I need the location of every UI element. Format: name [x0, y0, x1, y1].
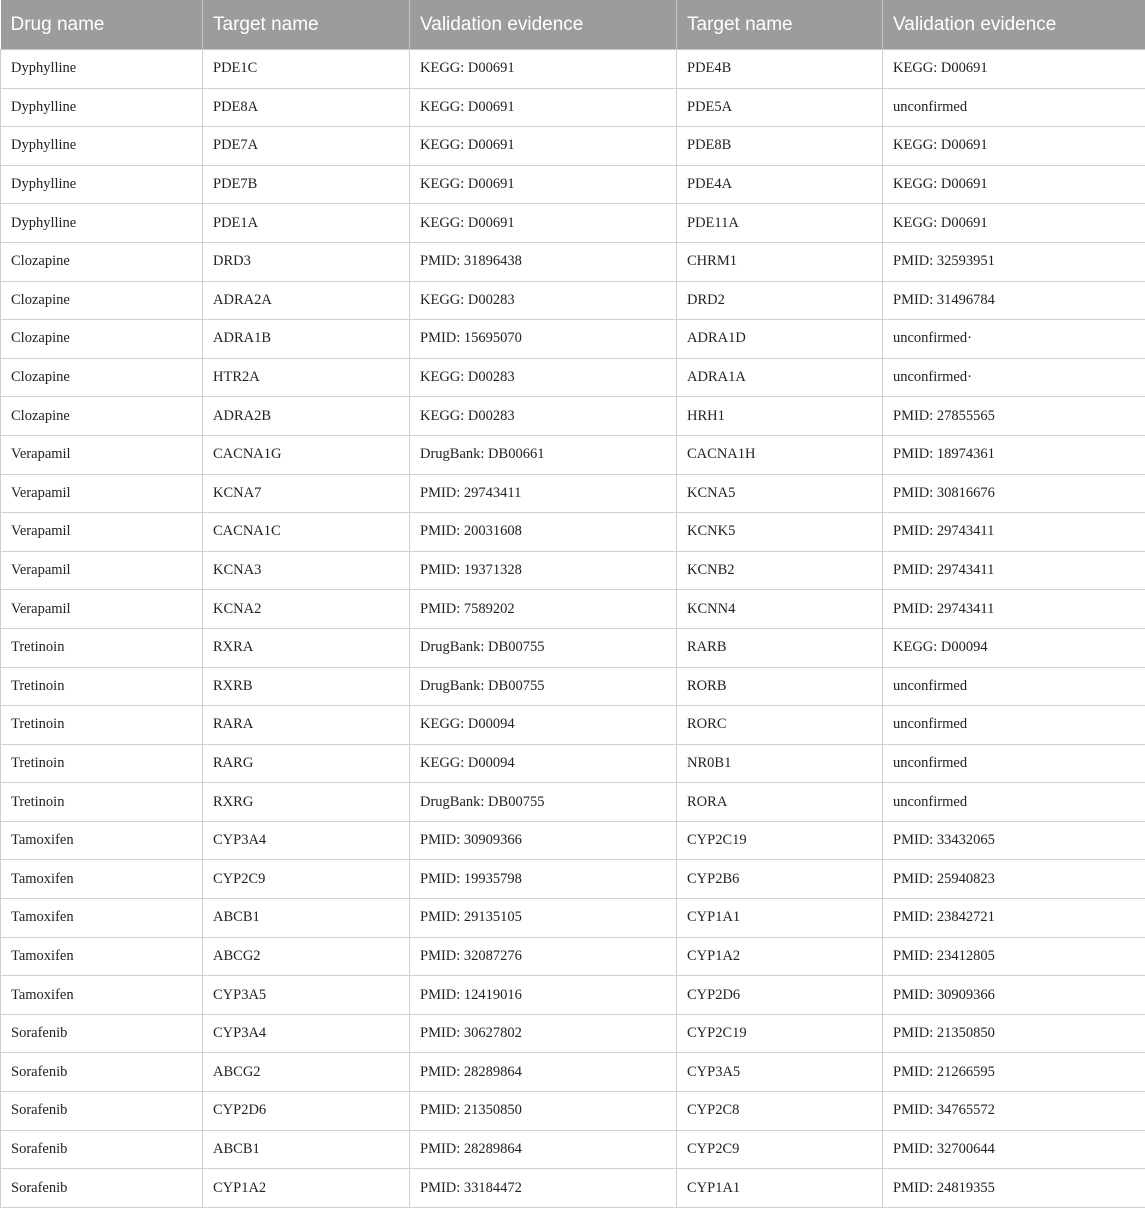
drug-name-cell: Tamoxifen — [1, 821, 203, 860]
validation-evidence-cell: PMID: 28289864 — [410, 1130, 677, 1169]
target-name-cell-2: KCNB2 — [677, 551, 883, 590]
table-body — [1, 50, 1145, 1208]
table-row — [1, 1169, 1145, 1208]
validation-evidence-cell: KEGG: D00283 — [410, 358, 677, 397]
table-row — [1, 899, 1145, 938]
table-row — [1, 937, 1145, 976]
validation-evidence-cell-2: PMID: 32593951 — [883, 242, 1145, 281]
target-name-cell-2: PDE4A — [677, 165, 883, 204]
validation-evidence-cell: PMID: 33184472 — [410, 1169, 677, 1208]
target-name-cell-2: CYP2B6 — [677, 860, 883, 899]
validation-evidence-cell-2: PMID: 29743411 — [883, 590, 1145, 629]
validation-evidence-cell: KEGG: D00691 — [410, 127, 677, 166]
target-name-cell: CACNA1G — [203, 435, 410, 474]
target-name-cell-2: CYP1A2 — [677, 937, 883, 976]
validation-evidence-cell-2: KEGG: D00691 — [883, 127, 1145, 166]
validation-evidence-cell: PMID: 7589202 — [410, 590, 677, 629]
validation-evidence-cell: KEGG: D00691 — [410, 50, 677, 89]
target-name-cell: CYP3A5 — [203, 976, 410, 1015]
table-row — [1, 628, 1145, 667]
target-name-cell: RARA — [203, 706, 410, 745]
target-name-cell: PDE1A — [203, 204, 410, 243]
target-name-cell-2: KCNK5 — [677, 513, 883, 552]
header-target-name: Target name — [203, 0, 410, 50]
target-name-cell-2: RORA — [677, 783, 883, 822]
target-name-cell-2: RARB — [677, 628, 883, 667]
target-name-cell-2: KCNA5 — [677, 474, 883, 513]
target-name-cell: KCNA7 — [203, 474, 410, 513]
target-name-cell-2: CHRM1 — [677, 242, 883, 281]
validation-evidence-cell: DrugBank: DB00755 — [410, 783, 677, 822]
validation-evidence-cell: PMID: 19935798 — [410, 860, 677, 899]
target-name-cell-2: CYP2C19 — [677, 821, 883, 860]
drug-name-cell: Tamoxifen — [1, 976, 203, 1015]
target-name-cell: PDE7B — [203, 165, 410, 204]
target-name-cell-2: CYP3A5 — [677, 1053, 883, 1092]
drug-name-cell: Sorafenib — [1, 1169, 203, 1208]
table-row — [1, 1014, 1145, 1053]
validation-evidence-cell-2: unconfirmed — [883, 706, 1145, 745]
table-header — [1, 0, 1145, 50]
drug-name-cell: Clozapine — [1, 242, 203, 281]
table-row — [1, 551, 1145, 590]
drug-name-cell: Verapamil — [1, 435, 203, 474]
drug-name-cell: Dyphylline — [1, 127, 203, 166]
validation-evidence-cell: DrugBank: DB00661 — [410, 435, 677, 474]
table-row — [1, 242, 1145, 281]
target-name-cell: DRD3 — [203, 242, 410, 281]
validation-evidence-cell-2: unconfirmed· — [883, 320, 1145, 359]
target-name-cell: ABCB1 — [203, 1130, 410, 1169]
validation-evidence-cell: KEGG: D00691 — [410, 88, 677, 127]
target-name-cell-2: ADRA1A — [677, 358, 883, 397]
target-name-cell-2: DRD2 — [677, 281, 883, 320]
drug-name-cell: Sorafenib — [1, 1092, 203, 1131]
validation-evidence-cell: DrugBank: DB00755 — [410, 628, 677, 667]
target-name-cell: CYP2C9 — [203, 860, 410, 899]
target-name-cell: ABCG2 — [203, 1053, 410, 1092]
validation-evidence-cell-2: KEGG: D00691 — [883, 50, 1145, 89]
target-name-cell-2: CYP2C8 — [677, 1092, 883, 1131]
drug-name-cell: Clozapine — [1, 397, 203, 436]
table-row — [1, 1053, 1145, 1092]
target-name-cell: CYP1A2 — [203, 1169, 410, 1208]
target-name-cell: PDE7A — [203, 127, 410, 166]
validation-evidence-cell: PMID: 20031608 — [410, 513, 677, 552]
validation-evidence-cell-2: PMID: 21266595 — [883, 1053, 1145, 1092]
validation-evidence-cell-2: KEGG: D00691 — [883, 204, 1145, 243]
header-validation-evidence: Validation evidence — [410, 0, 677, 50]
target-name-cell: ABCG2 — [203, 937, 410, 976]
drug-name-cell: Dyphylline — [1, 204, 203, 243]
drug-name-cell: Dyphylline — [1, 165, 203, 204]
validation-evidence-cell-2: PMID: 25940823 — [883, 860, 1145, 899]
table-row — [1, 590, 1145, 629]
drug-name-cell: Tretinoin — [1, 706, 203, 745]
validation-evidence-cell-2: PMID: 30909366 — [883, 976, 1145, 1015]
validation-evidence-cell-2: PMID: 33432065 — [883, 821, 1145, 860]
target-name-cell-2: PDE11A — [677, 204, 883, 243]
drug-name-cell: Sorafenib — [1, 1053, 203, 1092]
validation-evidence-cell: KEGG: D00691 — [410, 204, 677, 243]
header-target-name-2: Target name — [677, 0, 883, 50]
table-row — [1, 397, 1145, 436]
target-name-cell: KCNA3 — [203, 551, 410, 590]
validation-evidence-cell-2: KEGG: D00691 — [883, 165, 1145, 204]
drug-name-cell: Verapamil — [1, 551, 203, 590]
drug-name-cell: Tamoxifen — [1, 899, 203, 938]
validation-evidence-cell-2: unconfirmed· — [883, 358, 1145, 397]
table-row — [1, 1092, 1145, 1131]
table-row — [1, 667, 1145, 706]
validation-evidence-cell: KEGG: D00094 — [410, 706, 677, 745]
validation-evidence-cell-2: PMID: 30816676 — [883, 474, 1145, 513]
target-name-cell: RARG — [203, 744, 410, 783]
target-name-cell: RXRG — [203, 783, 410, 822]
target-name-cell-2: CYP1A1 — [677, 1169, 883, 1208]
target-name-cell-2: RORB — [677, 667, 883, 706]
target-name-cell: CACNA1C — [203, 513, 410, 552]
table-row — [1, 281, 1145, 320]
validation-evidence-cell: PMID: 19371328 — [410, 551, 677, 590]
validation-evidence-cell: PMID: 30627802 — [410, 1014, 677, 1053]
table-row — [1, 88, 1145, 127]
target-name-cell-2: NR0B1 — [677, 744, 883, 783]
validation-evidence-cell: KEGG: D00691 — [410, 165, 677, 204]
validation-evidence-cell-2: unconfirmed — [883, 88, 1145, 127]
table-row — [1, 1130, 1145, 1169]
drug-name-cell: Clozapine — [1, 281, 203, 320]
validation-evidence-cell-2: PMID: 18974361 — [883, 435, 1145, 474]
validation-evidence-cell: PMID: 32087276 — [410, 937, 677, 976]
header-validation-evidence-2: Validation evidence — [883, 0, 1145, 50]
target-name-cell-2: PDE4B — [677, 50, 883, 89]
target-name-cell-2: KCNN4 — [677, 590, 883, 629]
drug-name-cell: Sorafenib — [1, 1130, 203, 1169]
drug-name-cell: Tretinoin — [1, 667, 203, 706]
table-row — [1, 783, 1145, 822]
validation-evidence-cell-2: PMID: 24819355 — [883, 1169, 1145, 1208]
drug-name-cell: Verapamil — [1, 474, 203, 513]
drug-name-cell: Tretinoin — [1, 744, 203, 783]
target-name-cell: HTR2A — [203, 358, 410, 397]
target-name-cell: ADRA2B — [203, 397, 410, 436]
target-name-cell: CYP3A4 — [203, 821, 410, 860]
target-name-cell: CYP3A4 — [203, 1014, 410, 1053]
validation-evidence-cell-2: PMID: 29743411 — [883, 513, 1145, 552]
drug-name-cell: Dyphylline — [1, 88, 203, 127]
table-row — [1, 976, 1145, 1015]
validation-evidence-cell: PMID: 31896438 — [410, 242, 677, 281]
validation-evidence-cell: KEGG: D00283 — [410, 281, 677, 320]
table-row — [1, 744, 1145, 783]
table-row — [1, 358, 1145, 397]
validation-evidence-cell-2: PMID: 29743411 — [883, 551, 1145, 590]
validation-evidence-cell-2: PMID: 32700644 — [883, 1130, 1145, 1169]
drug-name-cell: Tretinoin — [1, 628, 203, 667]
validation-evidence-cell-2: KEGG: D00094 — [883, 628, 1145, 667]
drug-name-cell: Clozapine — [1, 358, 203, 397]
table-row — [1, 320, 1145, 359]
drug-name-cell: Clozapine — [1, 320, 203, 359]
target-name-cell-2: CACNA1H — [677, 435, 883, 474]
table-row — [1, 513, 1145, 552]
table-row — [1, 706, 1145, 745]
target-name-cell: PDE8A — [203, 88, 410, 127]
validation-evidence-cell-2: PMID: 31496784 — [883, 281, 1145, 320]
table-row — [1, 127, 1145, 166]
table-row — [1, 821, 1145, 860]
validation-evidence-cell: KEGG: D00094 — [410, 744, 677, 783]
target-name-cell: RXRA — [203, 628, 410, 667]
target-name-cell: ABCB1 — [203, 899, 410, 938]
validation-evidence-cell: DrugBank: DB00755 — [410, 667, 677, 706]
validation-evidence-cell-2: PMID: 23412805 — [883, 937, 1145, 976]
validation-evidence-cell-2: PMID: 34765572 — [883, 1092, 1145, 1131]
target-name-cell: ADRA2A — [203, 281, 410, 320]
table-row — [1, 50, 1145, 89]
target-name-cell-2: PDE5A — [677, 88, 883, 127]
table-row — [1, 165, 1145, 204]
drug-name-cell: Dyphylline — [1, 50, 203, 89]
drug-name-cell: Tamoxifen — [1, 860, 203, 899]
validation-evidence-cell: PMID: 21350850 — [410, 1092, 677, 1131]
validation-evidence-cell-2: unconfirmed — [883, 744, 1145, 783]
validation-evidence-cell-2: PMID: 27855565 — [883, 397, 1145, 436]
validation-evidence-cell: PMID: 29135105 — [410, 899, 677, 938]
drug-name-cell: Verapamil — [1, 590, 203, 629]
validation-evidence-cell-2: PMID: 21350850 — [883, 1014, 1145, 1053]
target-name-cell-2: RORC — [677, 706, 883, 745]
validation-evidence-cell: PMID: 28289864 — [410, 1053, 677, 1092]
validation-evidence-cell: PMID: 29743411 — [410, 474, 677, 513]
validation-evidence-cell: KEGG: D00283 — [410, 397, 677, 436]
table-row — [1, 474, 1145, 513]
header-drug-name: Drug name — [1, 0, 203, 50]
target-name-cell-2: CYP2C19 — [677, 1014, 883, 1053]
target-name-cell: ADRA1B — [203, 320, 410, 359]
target-name-cell: RXRB — [203, 667, 410, 706]
target-name-cell-2: PDE8B — [677, 127, 883, 166]
table-row — [1, 435, 1145, 474]
target-name-cell-2: HRH1 — [677, 397, 883, 436]
validation-evidence-cell-2: unconfirmed — [883, 783, 1145, 822]
validation-evidence-cell-2: PMID: 23842721 — [883, 899, 1145, 938]
target-name-cell-2: CYP2D6 — [677, 976, 883, 1015]
drug-name-cell: Sorafenib — [1, 1014, 203, 1053]
validation-evidence-cell: PMID: 12419016 — [410, 976, 677, 1015]
target-name-cell: KCNA2 — [203, 590, 410, 629]
target-name-cell: CYP2D6 — [203, 1092, 410, 1131]
drug-name-cell: Verapamil — [1, 513, 203, 552]
header-row — [1, 0, 1145, 50]
target-name-cell-2: ADRA1D — [677, 320, 883, 359]
target-name-cell-2: CYP1A1 — [677, 899, 883, 938]
table-row — [1, 204, 1145, 243]
validation-evidence-cell-2: unconfirmed — [883, 667, 1145, 706]
validation-evidence-cell: PMID: 30909366 — [410, 821, 677, 860]
drug-name-cell: Tretinoin — [1, 783, 203, 822]
table-row — [1, 860, 1145, 899]
drug-name-cell: Tamoxifen — [1, 937, 203, 976]
target-name-cell-2: CYP2C9 — [677, 1130, 883, 1169]
target-name-cell: PDE1C — [203, 50, 410, 89]
validation-evidence-cell: PMID: 15695070 — [410, 320, 677, 359]
